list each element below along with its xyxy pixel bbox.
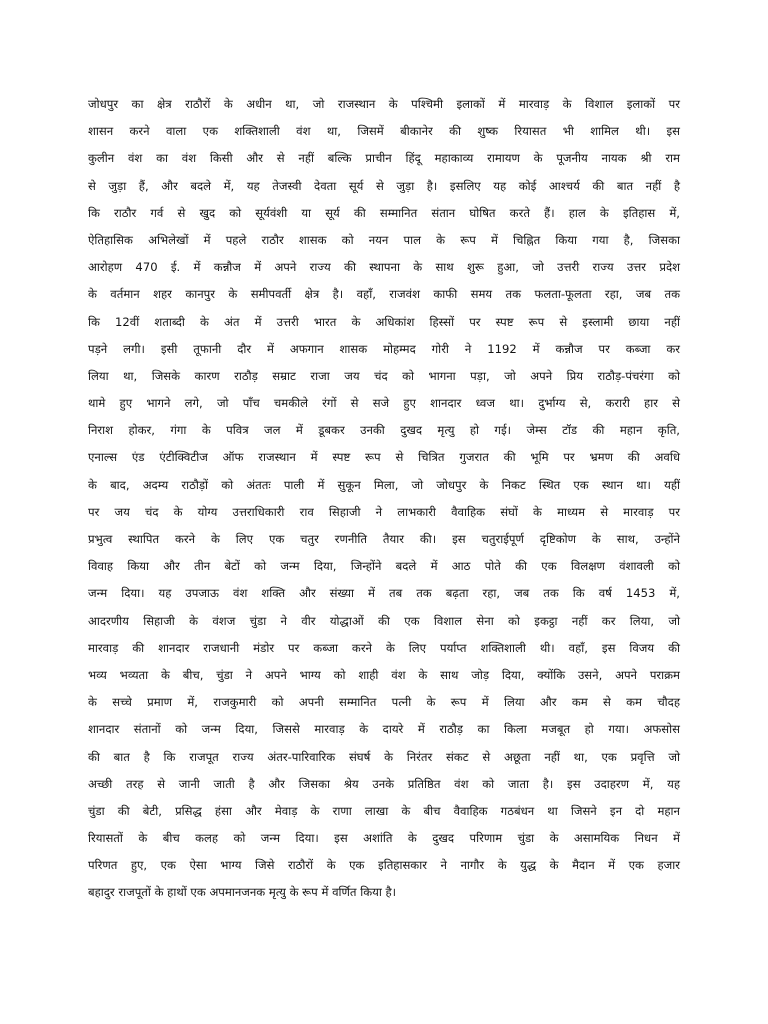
text-line: कुलीन वंश का वंश किसी और से नहीं बल्कि प्राचीन हिंदू महाकाव्य रामायण के पूजनीय नायक श्री राम	[88, 151, 680, 166]
text-line: से जुड़ा हैं, और बदले में, यह तेजस्वी देवता सूर्य से जुड़ा है। इसलिए यह कोई आश्चर्य की बात नहीं है	[88, 178, 680, 193]
text-line: चुंडा की बेटी, प्रसिद्ध हंसा और मेवाड़ के राणा लाखा के बीच वैवाहिक गठबंधन था जिसने इन दो महान	[88, 803, 680, 818]
text-line: लिया था, जिसके कारण राठौड़ सम्राट राजा जय चंद को भागना पड़ा, जो अपने प्रिय राठौड़-पंचरंगा को	[88, 368, 680, 383]
text-line: विवाह किया और तीन बेटों को जन्म दिया, जिन्होंने बदले में आठ पोते की एक विलक्षण वंशावली को	[88, 559, 680, 574]
text-line: पर जय चंद के योग्य उत्तराधिकारी राव सिहाजी ने लाभकारी वैवाहिक संघों के माध्यम से मारवाड़ पर	[88, 504, 680, 519]
text-line: शासन करने वाला एक शक्तिशाली वंश था, जिसमें बीकानेर की शुष्क रियासत भी शामिल थी। इस	[88, 124, 680, 139]
text-line: कि 12वीं शताब्दी के अंत में उत्तरी भारत के अधिकांश हिस्सों पर स्पष्ट रूप से इस्लामी छाया नहीं	[88, 314, 680, 329]
text-line: परिणत हुए, एक ऐसा भाग्य जिसे राठौरों के एक इतिहासकार ने नागौर के युद्ध के मैदान में एक हजार	[88, 858, 680, 873]
text-line: भव्य भव्यता के बीच, चुंडा ने अपने भाग्य को शाही वंश के साथ जोड़ दिया, क्योंकि उसने, अपने पराक्रम	[88, 667, 680, 682]
text-line: आदरणीय सिहाजी के वंशज चुंडा ने वीर योद्धाओं की एक विशाल सेना को इकट्ठा नहीं कर लिया, जो	[88, 613, 680, 628]
text-line: कि राठौर गर्व से खुद को सूर्यवंशी या सूर्य की सम्मानित संतान घोषित करते हैं। हाल के इतिहास में,	[88, 205, 680, 220]
text-line: आरोहण 470 ई. में कन्नौज में अपने राज्य की स्थापना के साथ शुरू हुआ, जो उत्तरी राज्य उत्तर प्रदेश	[88, 260, 680, 275]
text-line: के वर्तमान शहर कानपुर के समीपवर्ती क्षेत्र है। वहाँ, राजवंश काफी समय तक फलता-फूलता रहा, जब तक	[88, 287, 680, 302]
body-paragraph	[88, 91, 680, 907]
text-line: बहादुर राजपूतों के हाथों एक अपमानजनक मृत्यु के रूप में वर्णित किया है।	[88, 885, 397, 900]
text-line: के सच्चे प्रमाण में, राजकुमारी को अपनी सम्मानित पत्नी के रूप में लिया और कम से कम चौदह	[88, 695, 680, 710]
text-line: ऐतिहासिक अभिलेखों में पहले राठौर शासक को नयन पाल के रूप में चिह्नित किया गया है, जिसका	[88, 232, 680, 247]
text-line: के बाद, अदम्य राठौड़ों को अंततः पाली में सुकून मिला, जो जोधपुर के निकट स्थित एक स्थान था। यहीं	[88, 477, 680, 492]
text-line: जन्म दिया। यह उपजाऊ वंश शक्ति और संख्या में तब तक बढ़ता रहा, जब तक कि वर्ष 1453 में,	[88, 586, 680, 601]
text-line: शानदार संतानों को जन्म दिया, जिससे मारवाड़ के दायरे में राठौड़ का किला मजबूत हो गया। अफसोस	[88, 722, 680, 737]
text-line: रियासतों के बीच कलह को जन्म दिया। इस अशांति के दुखद परिणाम चुंडा के असामयिक निधन में	[88, 831, 680, 846]
text-line: निराश होकर, गंगा के पवित्र जल में डूबकर उनकी दुखद मृत्यु हो गई। जेम्स टॉड की महान कृति,	[88, 423, 680, 438]
text-line: प्रभुत्व स्थापित करने के लिए एक चतुर रणनीति तैयार की। इस चतुराईपूर्ण दृष्टिकोण के साथ, उन्होंने	[88, 532, 680, 546]
text-line: एनाल्स एंड एंटीक्विटीज ऑफ राजस्थान में स्पष्ट रूप से चित्रित गुजरात की भूमि पर भ्रमण की अवधि	[88, 450, 680, 465]
text-line: अच्छी तरह से जानी जाती है और जिसका श्रेय उनके प्रतिष्ठित वंश को जाता है। इस उदाहरण में, यह	[88, 776, 680, 791]
text-line: थामे हुए भागने लगे, जो पाँच चमकीले रंगों से सजे हुए शानदार ध्वज था। दुर्भाग्य से, करारी हार से	[88, 396, 680, 411]
text-line: की बात है कि राजपूत राज्य अंतर-पारिवारिक संघर्ष के निरंतर संकट से अछूता नहीं था, एक प्रवृत्ति जो	[88, 749, 680, 764]
text-line: पड़ने लगी। इसी तूफानी दौर में अफगान शासक मोहम्मद गोरी ने 1192 में कन्नौज पर कब्जा कर	[88, 341, 680, 356]
text-line: मारवाड़ की शानदार राजधानी मंडोर पर कब्जा करने के लिए पर्याप्त शक्तिशाली थी। वहाँ, इस विजय की	[88, 640, 680, 655]
text-line: जोधपुर का क्षेत्र राठौरों के अधीन था, जो राजस्थान के पश्चिमी इलाकों में मारवाड़ के विशाल इलाकों पर	[88, 97, 680, 111]
